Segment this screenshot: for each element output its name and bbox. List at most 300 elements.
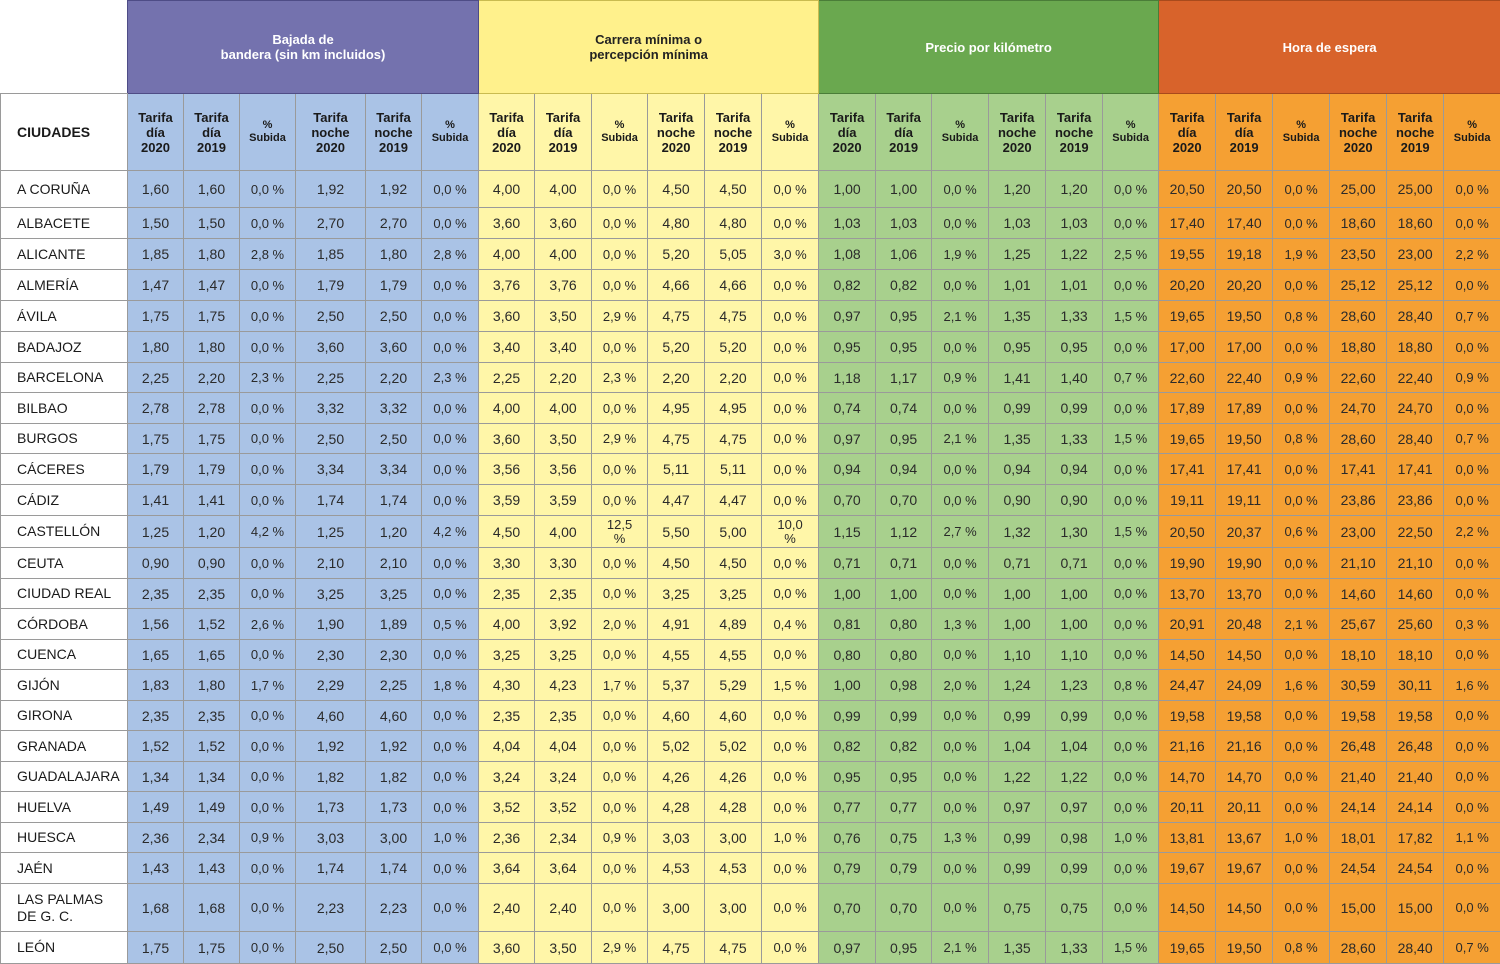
cell-precio-1: 0,75 [876, 823, 932, 853]
cell-carrera-3: 4,47 [648, 485, 705, 516]
cell-precio-4: 1,20 [1046, 171, 1103, 208]
column-header-espera-2: % Subida [1273, 94, 1330, 171]
cell-espera-1: 22,40 [1216, 363, 1273, 393]
cell-precio-0: 0,77 [819, 792, 876, 823]
cell-bajada-2: 0,0 % [240, 853, 296, 884]
cell-precio-2: 2,0 % [932, 670, 989, 701]
cell-carrera-5: 10,0 % [762, 516, 819, 548]
cell-precio-5: 0,0 % [1103, 579, 1159, 609]
cell-precio-1: 0,95 [876, 424, 932, 454]
cell-precio-5: 1,5 % [1103, 424, 1159, 454]
cell-bajada-4: 3,25 [366, 579, 422, 609]
cell-bajada-2: 0,0 % [240, 208, 296, 239]
cell-espera-4: 17,82 [1387, 823, 1444, 853]
cell-bajada-5: 1,0 % [422, 823, 479, 853]
cell-precio-1: 0,82 [876, 270, 932, 301]
cell-bajada-5: 0,0 % [422, 424, 479, 454]
city-name: ALBACETE [1, 208, 128, 239]
cell-precio-2: 0,0 % [932, 332, 989, 363]
cell-espera-0: 20,20 [1159, 270, 1216, 301]
cell-precio-1: 1,00 [876, 171, 932, 208]
cell-espera-3: 28,60 [1330, 301, 1387, 332]
section-header-precio: Precio por kilómetro [819, 1, 1159, 94]
city-name: CIUDAD REAL [1, 579, 128, 609]
cell-espera-4: 18,10 [1387, 640, 1444, 670]
cell-carrera-4: 4,53 [705, 853, 762, 884]
cell-bajada-2: 0,0 % [240, 884, 296, 932]
cell-espera-3: 15,00 [1330, 884, 1387, 932]
table-row [1, 579, 1500, 609]
cell-bajada-1: 1,52 [184, 609, 240, 640]
cell-espera-5: 1,6 % [1444, 670, 1500, 701]
cell-bajada-3: 4,60 [296, 701, 366, 731]
cell-espera-3: 28,60 [1330, 424, 1387, 454]
cell-carrera-1: 2,20 [535, 363, 592, 393]
cell-carrera-0: 3,40 [479, 332, 535, 363]
column-header-bajada-3: Tarifa noche 2020 [296, 94, 366, 171]
cell-carrera-5: 0,0 % [762, 332, 819, 363]
cell-carrera-3: 4,66 [648, 270, 705, 301]
column-header-espera-0: Tarifa día 2020 [1159, 94, 1216, 171]
cell-espera-1: 24,09 [1216, 670, 1273, 701]
cell-precio-1: 1,17 [876, 363, 932, 393]
cell-bajada-3: 1,79 [296, 270, 366, 301]
cell-espera-4: 21,10 [1387, 548, 1444, 579]
cell-espera-2: 0,0 % [1273, 792, 1330, 823]
cell-precio-2: 1,3 % [932, 609, 989, 640]
cell-carrera-4: 5,02 [705, 731, 762, 762]
cell-bajada-0: 1,60 [128, 171, 184, 208]
cell-espera-5: 0,0 % [1444, 640, 1500, 670]
cell-carrera-5: 0,0 % [762, 640, 819, 670]
cell-bajada-4: 1,92 [366, 171, 422, 208]
cell-espera-5: 0,3 % [1444, 609, 1500, 640]
cell-carrera-2: 0,0 % [592, 640, 648, 670]
cell-espera-5: 0,7 % [1444, 424, 1500, 454]
cell-espera-5: 0,0 % [1444, 579, 1500, 609]
cell-carrera-1: 3,50 [535, 301, 592, 332]
cell-carrera-3: 4,60 [648, 701, 705, 731]
cell-bajada-4: 2,30 [366, 640, 422, 670]
cell-carrera-0: 3,60 [479, 208, 535, 239]
cell-espera-1: 17,89 [1216, 393, 1273, 424]
table-row [1, 332, 1500, 363]
cell-espera-1: 13,67 [1216, 823, 1273, 853]
cell-espera-2: 1,0 % [1273, 823, 1330, 853]
cell-bajada-1: 1,60 [184, 171, 240, 208]
column-header-carrera-0: Tarifa día 2020 [479, 94, 535, 171]
cell-espera-3: 17,41 [1330, 454, 1387, 485]
cell-carrera-1: 3,60 [535, 208, 592, 239]
cell-espera-1: 14,50 [1216, 884, 1273, 932]
cell-espera-4: 14,60 [1387, 579, 1444, 609]
cell-espera-5: 0,0 % [1444, 485, 1500, 516]
cell-bajada-5: 0,0 % [422, 579, 479, 609]
cell-espera-1: 20,48 [1216, 609, 1273, 640]
cell-precio-5: 0,0 % [1103, 270, 1159, 301]
cell-espera-0: 19,65 [1159, 424, 1216, 454]
cell-carrera-1: 3,24 [535, 762, 592, 792]
cell-precio-3: 0,94 [989, 454, 1046, 485]
cell-bajada-5: 0,0 % [422, 270, 479, 301]
cell-bajada-5: 2,3 % [422, 363, 479, 393]
cell-espera-0: 14,70 [1159, 762, 1216, 792]
table-row [1, 762, 1500, 792]
cell-bajada-1: 1,80 [184, 332, 240, 363]
column-header-carrera-4: Tarifa noche 2019 [705, 94, 762, 171]
cell-carrera-4: 4,95 [705, 393, 762, 424]
table-row [1, 731, 1500, 762]
cell-precio-0: 0,94 [819, 454, 876, 485]
cell-carrera-1: 3,50 [535, 424, 592, 454]
cities-column-header: CIUDADES [1, 94, 128, 171]
city-name: LAS PALMAS DE G. C. [1, 884, 128, 932]
cell-espera-5: 0,0 % [1444, 731, 1500, 762]
cell-bajada-0: 1,52 [128, 731, 184, 762]
cell-precio-0: 1,08 [819, 239, 876, 270]
cell-carrera-0: 4,04 [479, 731, 535, 762]
cell-carrera-0: 2,40 [479, 884, 535, 932]
cell-precio-0: 0,76 [819, 823, 876, 853]
cell-carrera-1: 2,34 [535, 823, 592, 853]
cell-espera-1: 19,11 [1216, 485, 1273, 516]
cell-bajada-5: 0,0 % [422, 208, 479, 239]
city-name: CÓRDOBA [1, 609, 128, 640]
cell-espera-0: 19,90 [1159, 548, 1216, 579]
cell-espera-4: 22,40 [1387, 363, 1444, 393]
cell-carrera-2: 0,0 % [592, 485, 648, 516]
cell-bajada-0: 1,75 [128, 932, 184, 964]
cell-precio-4: 1,03 [1046, 208, 1103, 239]
cell-bajada-2: 2,8 % [240, 239, 296, 270]
cell-espera-3: 30,59 [1330, 670, 1387, 701]
cell-precio-1: 0,80 [876, 609, 932, 640]
cell-bajada-0: 2,35 [128, 579, 184, 609]
table-row [1, 454, 1500, 485]
cell-bajada-4: 2,50 [366, 301, 422, 332]
cell-espera-3: 26,48 [1330, 731, 1387, 762]
cell-precio-2: 0,0 % [932, 762, 989, 792]
cell-precio-5: 0,0 % [1103, 485, 1159, 516]
cell-precio-2: 2,1 % [932, 932, 989, 964]
cell-bajada-0: 1,80 [128, 332, 184, 363]
cell-carrera-5: 0,0 % [762, 884, 819, 932]
cell-precio-1: 0,80 [876, 640, 932, 670]
table-row [1, 485, 1500, 516]
cell-carrera-0: 3,60 [479, 932, 535, 964]
city-name: CEUTA [1, 548, 128, 579]
cell-espera-5: 0,0 % [1444, 548, 1500, 579]
cell-espera-5: 0,0 % [1444, 762, 1500, 792]
cell-bajada-0: 1,68 [128, 884, 184, 932]
cell-espera-2: 1,9 % [1273, 239, 1330, 270]
column-header-carrera-1: Tarifa día 2019 [535, 94, 592, 171]
cell-espera-2: 0,9 % [1273, 363, 1330, 393]
cell-bajada-5: 0,0 % [422, 301, 479, 332]
cell-espera-2: 0,6 % [1273, 516, 1330, 548]
cell-espera-5: 0,0 % [1444, 393, 1500, 424]
cell-espera-5: 0,0 % [1444, 332, 1500, 363]
cell-carrera-2: 0,0 % [592, 884, 648, 932]
cell-espera-0: 20,91 [1159, 609, 1216, 640]
cell-precio-1: 1,06 [876, 239, 932, 270]
cell-bajada-4: 1,80 [366, 239, 422, 270]
cell-carrera-0: 4,00 [479, 393, 535, 424]
city-name: A CORUÑA [1, 171, 128, 208]
city-name: BADAJOZ [1, 332, 128, 363]
cell-precio-3: 0,99 [989, 701, 1046, 731]
cell-precio-2: 0,0 % [932, 208, 989, 239]
cell-precio-0: 0,95 [819, 762, 876, 792]
cell-precio-3: 0,75 [989, 884, 1046, 932]
cell-bajada-3: 2,50 [296, 424, 366, 454]
cell-precio-3: 0,99 [989, 393, 1046, 424]
cell-precio-4: 1,10 [1046, 640, 1103, 670]
cell-carrera-1: 2,35 [535, 701, 592, 731]
cell-espera-0: 13,81 [1159, 823, 1216, 853]
cell-bajada-3: 2,29 [296, 670, 366, 701]
cell-carrera-4: 4,50 [705, 548, 762, 579]
cell-bajada-0: 1,50 [128, 208, 184, 239]
cell-carrera-3: 3,00 [648, 884, 705, 932]
cell-bajada-3: 2,25 [296, 363, 366, 393]
cell-precio-0: 0,82 [819, 270, 876, 301]
cell-precio-3: 0,95 [989, 332, 1046, 363]
cell-precio-5: 0,8 % [1103, 670, 1159, 701]
cell-precio-3: 1,00 [989, 609, 1046, 640]
cell-precio-4: 1,40 [1046, 363, 1103, 393]
cell-carrera-2: 0,0 % [592, 853, 648, 884]
column-header-carrera-2: % Subida [592, 94, 648, 171]
table-row [1, 363, 1500, 393]
cell-bajada-0: 1,79 [128, 454, 184, 485]
cell-carrera-5: 0,0 % [762, 701, 819, 731]
cell-bajada-4: 1,89 [366, 609, 422, 640]
cell-espera-3: 24,54 [1330, 853, 1387, 884]
cell-espera-2: 0,0 % [1273, 579, 1330, 609]
cell-bajada-5: 0,0 % [422, 171, 479, 208]
cell-espera-1: 19,50 [1216, 932, 1273, 964]
cell-espera-0: 20,50 [1159, 171, 1216, 208]
cell-carrera-2: 0,9 % [592, 823, 648, 853]
cell-bajada-2: 2,6 % [240, 609, 296, 640]
cell-bajada-3: 1,92 [296, 171, 366, 208]
cell-carrera-0: 3,60 [479, 301, 535, 332]
cell-bajada-0: 1,56 [128, 609, 184, 640]
cell-precio-0: 1,00 [819, 171, 876, 208]
cell-bajada-5: 0,0 % [422, 393, 479, 424]
cell-espera-0: 22,60 [1159, 363, 1216, 393]
cell-precio-4: 1,23 [1046, 670, 1103, 701]
cell-precio-2: 2,7 % [932, 516, 989, 548]
cell-carrera-1: 4,00 [535, 171, 592, 208]
cell-carrera-1: 3,50 [535, 932, 592, 964]
cell-espera-4: 25,00 [1387, 171, 1444, 208]
cell-bajada-1: 1,65 [184, 640, 240, 670]
column-header-bajada-2: % Subida [240, 94, 296, 171]
cell-carrera-3: 4,26 [648, 762, 705, 792]
cell-espera-5: 0,0 % [1444, 792, 1500, 823]
cell-bajada-5: 0,0 % [422, 853, 479, 884]
column-header-precio-0: Tarifa día 2020 [819, 94, 876, 171]
cell-carrera-4: 4,80 [705, 208, 762, 239]
cell-carrera-3: 4,80 [648, 208, 705, 239]
cell-carrera-1: 4,00 [535, 393, 592, 424]
cell-bajada-4: 1,92 [366, 731, 422, 762]
cell-bajada-1: 2,34 [184, 823, 240, 853]
cell-precio-5: 2,5 % [1103, 239, 1159, 270]
cell-precio-0: 0,97 [819, 424, 876, 454]
cell-precio-3: 1,32 [989, 516, 1046, 548]
cell-bajada-2: 0,0 % [240, 792, 296, 823]
cell-precio-0: 0,81 [819, 609, 876, 640]
header-blank-corner [1, 1, 128, 94]
cell-carrera-4: 4,75 [705, 932, 762, 964]
cell-precio-5: 0,0 % [1103, 701, 1159, 731]
cell-bajada-3: 1,73 [296, 792, 366, 823]
cell-bajada-4: 2,50 [366, 932, 422, 964]
cell-carrera-4: 3,25 [705, 579, 762, 609]
cell-precio-5: 1,5 % [1103, 301, 1159, 332]
cell-espera-4: 24,70 [1387, 393, 1444, 424]
table-row [1, 393, 1500, 424]
cell-bajada-2: 0,9 % [240, 823, 296, 853]
cell-carrera-2: 0,0 % [592, 762, 648, 792]
table-row [1, 823, 1500, 853]
city-name: GUADALAJARA [1, 762, 128, 792]
cell-espera-2: 0,0 % [1273, 762, 1330, 792]
cell-carrera-3: 4,53 [648, 853, 705, 884]
cell-carrera-0: 4,00 [479, 239, 535, 270]
cell-bajada-3: 3,03 [296, 823, 366, 853]
cell-bajada-0: 2,25 [128, 363, 184, 393]
cell-bajada-5: 0,0 % [422, 454, 479, 485]
cell-espera-1: 19,50 [1216, 301, 1273, 332]
cell-carrera-0: 2,35 [479, 701, 535, 731]
cell-espera-0: 17,00 [1159, 332, 1216, 363]
table-row [1, 640, 1500, 670]
cell-carrera-2: 0,0 % [592, 454, 648, 485]
cell-precio-0: 0,71 [819, 548, 876, 579]
cell-bajada-2: 0,0 % [240, 485, 296, 516]
cell-espera-2: 0,0 % [1273, 548, 1330, 579]
cell-precio-5: 1,0 % [1103, 823, 1159, 853]
city-name: CÁCERES [1, 454, 128, 485]
cell-precio-0: 1,00 [819, 579, 876, 609]
cell-espera-4: 30,11 [1387, 670, 1444, 701]
cell-espera-2: 0,0 % [1273, 853, 1330, 884]
column-header-bajada-1: Tarifa día 2019 [184, 94, 240, 171]
cell-precio-5: 0,0 % [1103, 208, 1159, 239]
cell-carrera-3: 4,75 [648, 301, 705, 332]
cell-carrera-3: 3,25 [648, 579, 705, 609]
cell-espera-4: 23,00 [1387, 239, 1444, 270]
cell-carrera-2: 1,7 % [592, 670, 648, 701]
cell-bajada-1: 1,79 [184, 454, 240, 485]
cell-carrera-2: 0,0 % [592, 332, 648, 363]
cell-espera-3: 19,58 [1330, 701, 1387, 731]
cell-precio-4: 1,01 [1046, 270, 1103, 301]
cell-espera-0: 20,11 [1159, 792, 1216, 823]
cell-espera-3: 18,80 [1330, 332, 1387, 363]
cell-carrera-2: 2,9 % [592, 424, 648, 454]
cell-bajada-3: 2,50 [296, 932, 366, 964]
cell-carrera-0: 3,64 [479, 853, 535, 884]
cell-bajada-4: 1,74 [366, 853, 422, 884]
cell-espera-2: 0,0 % [1273, 485, 1330, 516]
cell-bajada-1: 2,35 [184, 579, 240, 609]
cell-bajada-5: 2,8 % [422, 239, 479, 270]
cell-precio-4: 1,00 [1046, 579, 1103, 609]
cell-carrera-0: 3,60 [479, 424, 535, 454]
cell-bajada-5: 0,0 % [422, 640, 479, 670]
cell-precio-5: 0,0 % [1103, 548, 1159, 579]
cell-carrera-5: 1,5 % [762, 670, 819, 701]
cell-espera-2: 1,6 % [1273, 670, 1330, 701]
cell-carrera-3: 4,50 [648, 548, 705, 579]
cell-precio-5: 0,0 % [1103, 332, 1159, 363]
cell-bajada-3: 1,25 [296, 516, 366, 548]
cell-bajada-4: 1,73 [366, 792, 422, 823]
cell-bajada-3: 1,90 [296, 609, 366, 640]
cell-carrera-2: 0,0 % [592, 171, 648, 208]
cell-espera-4: 26,48 [1387, 731, 1444, 762]
column-header-carrera-3: Tarifa noche 2020 [648, 94, 705, 171]
cell-carrera-1: 3,64 [535, 853, 592, 884]
cell-espera-3: 23,50 [1330, 239, 1387, 270]
cell-bajada-5: 0,0 % [422, 731, 479, 762]
cell-espera-3: 24,70 [1330, 393, 1387, 424]
cell-espera-2: 0,0 % [1273, 393, 1330, 424]
cell-bajada-1: 1,68 [184, 884, 240, 932]
table-row [1, 270, 1500, 301]
cell-espera-1: 19,50 [1216, 424, 1273, 454]
cell-espera-4: 21,40 [1387, 762, 1444, 792]
cell-carrera-5: 0,0 % [762, 424, 819, 454]
cell-espera-3: 21,40 [1330, 762, 1387, 792]
cell-bajada-0: 1,65 [128, 640, 184, 670]
cell-espera-5: 0,0 % [1444, 208, 1500, 239]
cell-carrera-0: 3,30 [479, 548, 535, 579]
cell-precio-2: 0,9 % [932, 363, 989, 393]
cell-espera-2: 0,8 % [1273, 932, 1330, 964]
table-row [1, 516, 1500, 548]
cell-precio-3: 1,35 [989, 301, 1046, 332]
section-header-bajada: Bajada de bandera (sin km incluidos) [128, 1, 479, 94]
cell-espera-5: 2,2 % [1444, 516, 1500, 548]
cell-espera-0: 24,47 [1159, 670, 1216, 701]
cell-precio-0: 1,03 [819, 208, 876, 239]
cell-espera-2: 0,0 % [1273, 454, 1330, 485]
cell-carrera-4: 5,00 [705, 516, 762, 548]
table-row [1, 239, 1500, 270]
cell-espera-5: 0,0 % [1444, 454, 1500, 485]
cell-bajada-4: 2,23 [366, 884, 422, 932]
cell-bajada-5: 0,0 % [422, 485, 479, 516]
cell-espera-4: 25,60 [1387, 609, 1444, 640]
cell-carrera-1: 2,35 [535, 579, 592, 609]
cell-bajada-4: 3,32 [366, 393, 422, 424]
cell-bajada-0: 2,36 [128, 823, 184, 853]
cell-carrera-5: 0,0 % [762, 579, 819, 609]
cell-precio-2: 0,0 % [932, 853, 989, 884]
cell-bajada-2: 4,2 % [240, 516, 296, 548]
cell-precio-2: 2,1 % [932, 424, 989, 454]
section-header-carrera: Carrera mínima o percepción mínima [479, 1, 819, 94]
cell-bajada-0: 1,85 [128, 239, 184, 270]
cell-bajada-0: 1,43 [128, 853, 184, 884]
cell-bajada-2: 0,0 % [240, 731, 296, 762]
